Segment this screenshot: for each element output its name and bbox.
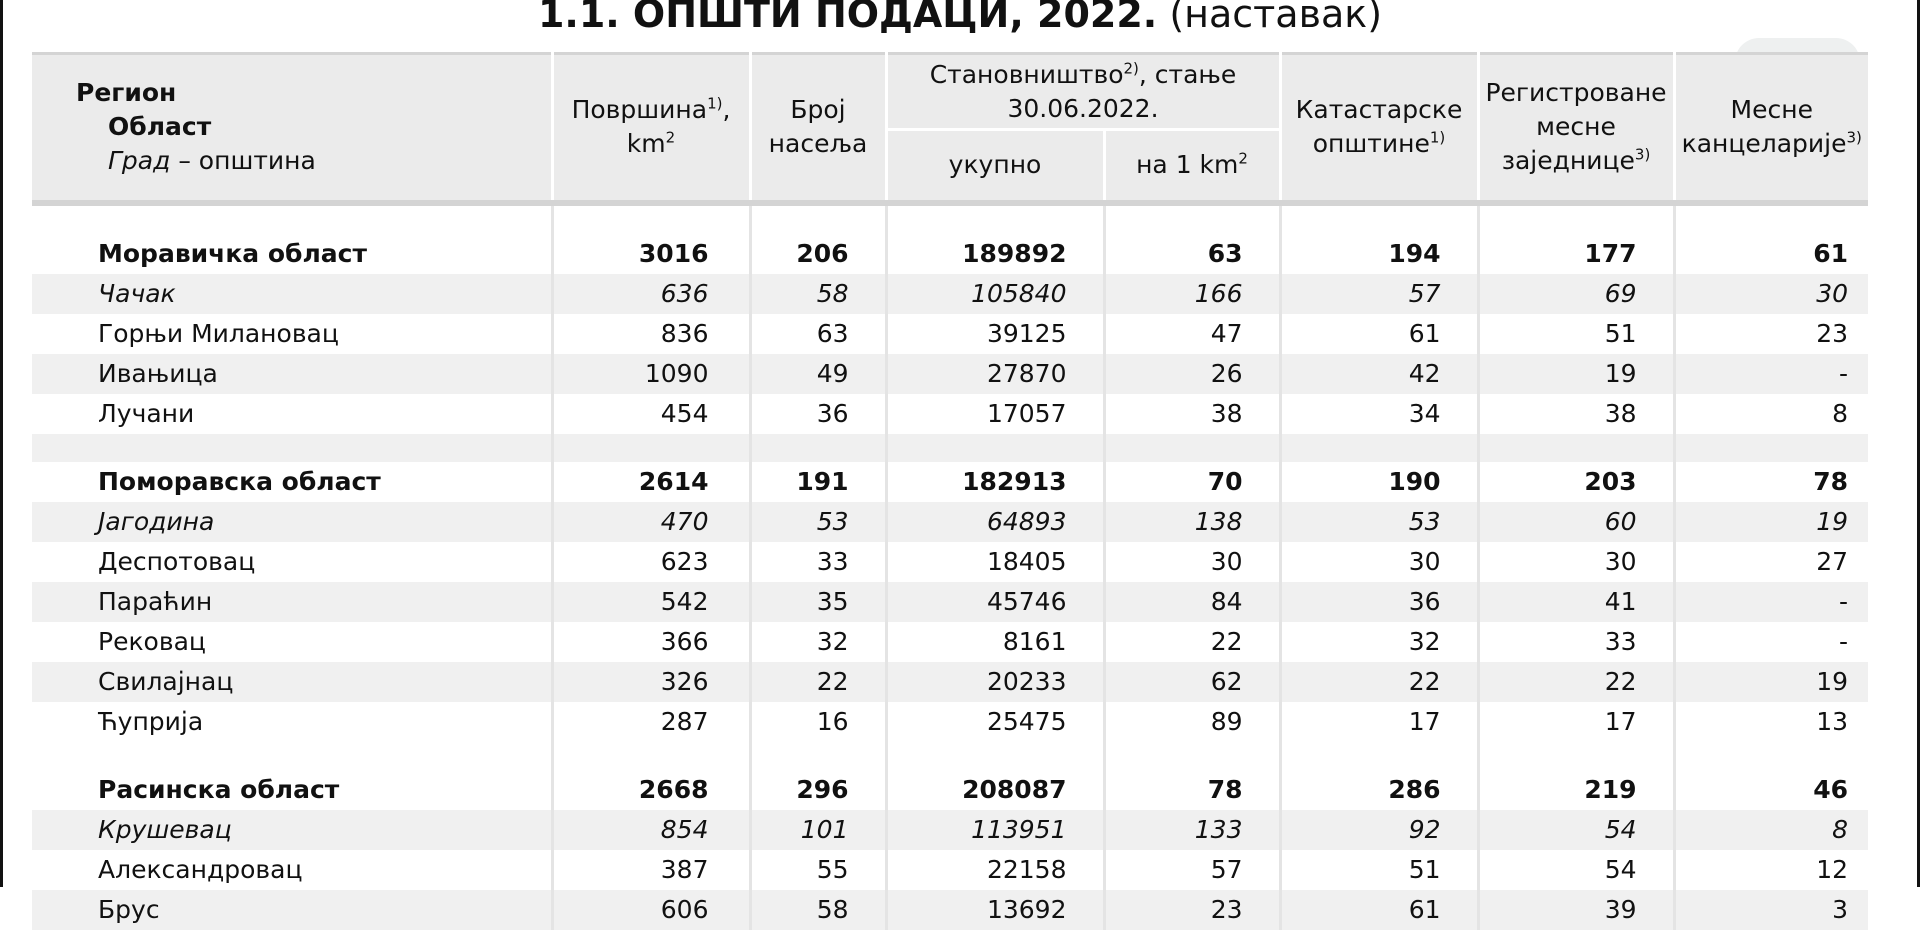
cell-settlements: 58 — [750, 274, 886, 314]
header-population — [886, 54, 1280, 130]
header-population-label: Становништво — [929, 59, 1124, 89]
cell-settlements: 206 — [750, 234, 886, 274]
cell-communities: 177 — [1478, 234, 1674, 274]
cell-pop-total: 64893 — [886, 502, 1104, 542]
cell-cadastral: 42 — [1280, 354, 1478, 394]
header-offices-line2: канцеларије — [1681, 129, 1847, 159]
cell-offices: 8 — [1674, 810, 1868, 850]
header-district-label: Област — [108, 112, 212, 142]
row-name: Јагодина — [32, 502, 552, 542]
cell-pop-total: 25475 — [886, 702, 1104, 742]
row-name: Поморавска област — [98, 466, 381, 496]
cell-communities: 51 — [1478, 314, 1674, 354]
cell-cadastral: 53 — [1280, 502, 1478, 542]
header-settlements-line1: Број — [790, 95, 846, 125]
cell-offices: - — [1674, 354, 1868, 394]
cell-density: 138 — [1104, 502, 1280, 542]
cell-offices: 19 — [1674, 502, 1868, 542]
header-area-footnote: 1) — [707, 94, 723, 113]
row-name: Свилајнац — [32, 662, 552, 702]
header-area — [552, 54, 750, 200]
header-pop-total: укупно — [886, 130, 1104, 200]
cell-density: 70 — [1104, 462, 1280, 502]
cell-settlements: 55 — [750, 850, 886, 890]
cell-settlements: 36 — [750, 394, 886, 434]
cell-area: 606 — [552, 890, 750, 930]
title-suffix: (наставак) — [1169, 0, 1383, 36]
cell-pop-total: 13692 — [886, 890, 1104, 930]
cell-density: 63 — [1104, 234, 1280, 274]
table-row — [32, 702, 1868, 742]
header-area-unit: , km — [626, 95, 731, 159]
table-title — [0, 0, 1920, 42]
cell-area: 1090 — [552, 354, 750, 394]
cell-offices: 19 — [1674, 662, 1868, 702]
header-population-rest: , стање — [1138, 59, 1237, 89]
row-name: Деспотовац — [98, 546, 256, 576]
cell-area: 542 — [552, 582, 750, 622]
table-row — [32, 582, 1868, 622]
cell-offices: 12 — [1674, 850, 1868, 890]
header-pop-density-label: на 1 km — [1136, 150, 1239, 180]
table-row — [32, 354, 1868, 394]
cell-cadastral: 36 — [1280, 582, 1478, 622]
table-row — [32, 770, 1868, 810]
cell-communities: 41 — [1478, 582, 1674, 622]
cell-pop-total: 17057 — [886, 394, 1104, 434]
cell-area: 636 — [552, 274, 750, 314]
cell-pop-total: 208087 — [886, 770, 1104, 810]
cell-settlements: 191 — [750, 462, 886, 502]
table-row — [32, 502, 1868, 542]
table-row — [32, 542, 1868, 582]
cell-offices: - — [1674, 622, 1868, 662]
cell-pop-total: 39125 — [886, 314, 1104, 354]
cell-offices: 27 — [1674, 542, 1868, 582]
header-communities-footnote: 3) — [1634, 145, 1651, 164]
cell-pop-total: 105840 — [886, 274, 1104, 314]
cell-communities: 38 — [1478, 394, 1674, 434]
cell-offices: 30 — [1674, 274, 1868, 314]
header-pop-density — [1104, 130, 1280, 200]
cell-pop-total: 8161 — [886, 622, 1104, 662]
header-settlements-line2: насеља — [768, 129, 868, 159]
cell-area: 470 — [552, 502, 750, 542]
cell-communities: 54 — [1478, 850, 1674, 890]
cell-density: 89 — [1104, 702, 1280, 742]
row-name: Крушевац — [32, 810, 552, 850]
cell-cadastral: 57 — [1280, 274, 1478, 314]
cell-cadastral: 190 — [1280, 462, 1478, 502]
header-communities-line2: месне — [1536, 112, 1616, 142]
cell-cadastral: 194 — [1280, 234, 1478, 274]
row-name: Ивањица — [32, 354, 552, 394]
header-population-date: 30.06.2022. — [1007, 93, 1159, 123]
cell-area: 3016 — [552, 234, 750, 274]
row-name: Рековац — [98, 626, 206, 656]
header-offices — [1674, 54, 1868, 200]
cell-offices: 3 — [1674, 890, 1868, 930]
cell-area: 387 — [552, 850, 750, 890]
row-name: Лучани — [98, 398, 195, 428]
cell-density: 57 — [1104, 850, 1280, 890]
cell-density: 30 — [1104, 542, 1280, 582]
table-row — [32, 662, 1868, 702]
cell-settlements: 32 — [750, 622, 886, 662]
header-city-rest: – општина — [170, 146, 316, 176]
header-city-italic: Град — [108, 146, 171, 176]
row-name: Ћуприја — [98, 706, 204, 736]
cell-area: 2614 — [552, 462, 750, 502]
header-cadastral-footnote: 1) — [1429, 128, 1446, 147]
cell-area: 287 — [552, 702, 750, 742]
table-row — [32, 462, 1868, 502]
title-main: 1.1. ОПШТИ ПОДАЦИ, 2022. — [537, 0, 1158, 36]
cell-settlements: 58 — [750, 890, 886, 930]
cell-offices: 46 — [1674, 770, 1868, 810]
cell-cadastral: 92 — [1280, 810, 1478, 850]
table-row — [32, 314, 1868, 354]
row-name: Расинска област — [98, 774, 340, 804]
cell-cadastral: 30 — [1280, 542, 1478, 582]
cell-communities: 33 — [1478, 622, 1674, 662]
header-cadastral — [1280, 54, 1478, 200]
header-cadastral-line2: општине — [1312, 129, 1430, 159]
cell-density: 23 — [1104, 890, 1280, 930]
cell-communities: 60 — [1478, 502, 1674, 542]
header-communities-line1: Регистроване — [1485, 78, 1667, 108]
cell-settlements: 63 — [750, 314, 886, 354]
table-row — [32, 890, 1868, 930]
cell-cadastral: 286 — [1280, 770, 1478, 810]
cell-offices: 13 — [1674, 702, 1868, 742]
header-area-unit-sup: 2 — [665, 128, 676, 147]
table-row — [32, 850, 1868, 890]
cell-offices: 8 — [1674, 394, 1868, 434]
header-cadastral-line1: Катастарске — [1295, 95, 1463, 125]
header-region — [32, 54, 552, 200]
general-data-table — [32, 52, 1868, 930]
table-row — [32, 810, 1868, 850]
cell-settlements: 296 — [750, 770, 886, 810]
cell-offices: 23 — [1674, 314, 1868, 354]
cell-pop-total: 189892 — [886, 234, 1104, 274]
cell-density: 26 — [1104, 354, 1280, 394]
cell-area: 326 — [552, 662, 750, 702]
cell-cadastral: 17 — [1280, 702, 1478, 742]
cell-pop-total: 20233 — [886, 662, 1104, 702]
cell-area: 854 — [552, 810, 750, 850]
cell-settlements: 101 — [750, 810, 886, 850]
cell-pop-total: 27870 — [886, 354, 1104, 394]
cell-area: 836 — [552, 314, 750, 354]
cell-communities: 219 — [1478, 770, 1674, 810]
cell-offices: - — [1674, 582, 1868, 622]
table-header — [32, 54, 1868, 206]
cell-cadastral: 51 — [1280, 850, 1478, 890]
header-region-label: Регион — [76, 78, 177, 108]
cell-settlements: 53 — [750, 502, 886, 542]
cell-cadastral: 61 — [1280, 314, 1478, 354]
cell-area: 2668 — [552, 770, 750, 810]
cell-area: 366 — [552, 622, 750, 662]
header-offices-line1: Месне — [1730, 95, 1813, 125]
header-offices-footnote: 3) — [1846, 128, 1862, 147]
cell-offices: 61 — [1674, 234, 1868, 274]
header-communities-line3: заједнице — [1501, 146, 1635, 176]
cell-density: 22 — [1104, 622, 1280, 662]
cell-pop-total: 22158 — [886, 850, 1104, 890]
cell-pop-total: 18405 — [886, 542, 1104, 582]
table-body — [32, 206, 1868, 930]
left-frame-border — [0, 0, 3, 887]
cell-pop-total: 113951 — [886, 810, 1104, 850]
cell-pop-total: 182913 — [886, 462, 1104, 502]
cell-density: 166 — [1104, 274, 1280, 314]
cell-settlements: 49 — [750, 354, 886, 394]
header-population-footnote: 2) — [1123, 59, 1139, 78]
header-pop-density-sup: 2 — [1238, 149, 1248, 168]
cell-communities: 39 — [1478, 890, 1674, 930]
table-row — [32, 234, 1868, 274]
table-row — [32, 394, 1868, 434]
cell-area: 454 — [552, 394, 750, 434]
cell-density: 84 — [1104, 582, 1280, 622]
cell-communities: 30 — [1478, 542, 1674, 582]
cell-cadastral: 34 — [1280, 394, 1478, 434]
cell-density: 38 — [1104, 394, 1280, 434]
cell-communities: 19 — [1478, 354, 1674, 394]
cell-cadastral: 32 — [1280, 622, 1478, 662]
header-area-label: Површина — [571, 95, 708, 125]
row-name: Брус — [32, 890, 552, 930]
cell-cadastral: 61 — [1280, 890, 1478, 930]
header-communities — [1478, 54, 1674, 200]
row-name: Горњи Милановац — [98, 318, 339, 348]
row-name: Чачак — [32, 274, 552, 314]
row-name: Моравичка област — [98, 238, 367, 268]
header-city-label — [76, 144, 551, 178]
cell-density: 47 — [1104, 314, 1280, 354]
cell-settlements: 16 — [750, 702, 886, 742]
cell-communities: 22 — [1478, 662, 1674, 702]
row-name: Александровац — [98, 854, 303, 884]
cell-cadastral: 22 — [1280, 662, 1478, 702]
cell-density: 78 — [1104, 770, 1280, 810]
header-settlements — [750, 54, 886, 200]
cell-area: 623 — [552, 542, 750, 582]
cell-offices: 78 — [1674, 462, 1868, 502]
cell-settlements: 22 — [750, 662, 886, 702]
cell-communities: 203 — [1478, 462, 1674, 502]
row-name: Параћин — [32, 582, 552, 622]
cell-settlements: 33 — [750, 542, 886, 582]
cell-communities: 54 — [1478, 810, 1674, 850]
table-row — [32, 622, 1868, 662]
cell-communities: 17 — [1478, 702, 1674, 742]
cell-communities: 69 — [1478, 274, 1674, 314]
cell-density: 133 — [1104, 810, 1280, 850]
table-row — [32, 274, 1868, 314]
cell-pop-total: 45746 — [886, 582, 1104, 622]
cell-density: 62 — [1104, 662, 1280, 702]
cell-settlements: 35 — [750, 582, 886, 622]
